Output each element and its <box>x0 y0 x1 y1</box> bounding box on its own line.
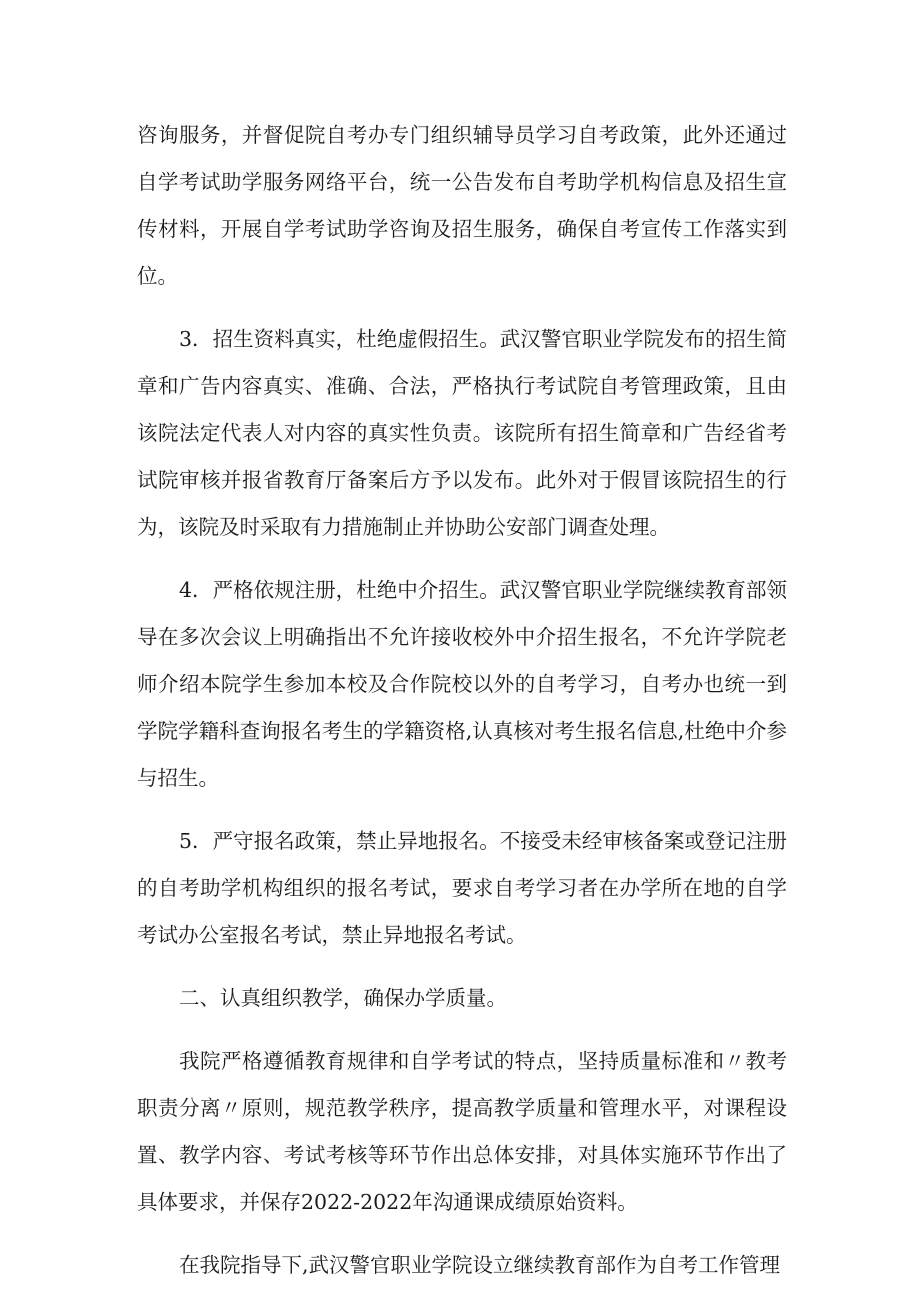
paragraph-teaching-standards: 我院严格遵循教育规律和自学考试的特点，坚持质量标准和〃教考职责分离〃原则，规范教学秩序，提高教学质量和管理水平，对课程设置、教学内容、考试考核等环节作出总体安排，对具体实施环节作出了具体要求，并保存2022-2022年沟通课成绩原始资料。 <box>137 1049 787 1214</box>
document-body <box>137 112 787 1289</box>
paragraph-publicity-continued: 咨询服务，并督促院自考办专门组织辅导员学习自考政策，此外还通过自学考试助学服务网络平台，统一公告发布自考助学机构信息及招生宣传材料，开展自学考试助学咨询及招生服务，确保自考宣传工作落实到位。 <box>137 123 787 288</box>
section-heading-teaching-quality: 二、认真组织教学，确保办学质量。 <box>179 986 507 1010</box>
paragraph-item-4-registration: 4．严格依规注册，杜绝中介招生。武汉警官职业学院继续教育部领导在多次会议上明确指出不允许接收校外中介招生报名，不允许学院老师介绍本院学生参加本校及合作院校以外的自考学习，自考办也统一到学院学籍科查询报名考生的学籍资格,认真核对考生报名信息,杜绝中介参与招生。 <box>137 578 787 790</box>
paragraph-item-3-recruitment-materials: 3．招生资料真实，杜绝虚假招生。武汉警官职业学院发布的招生简章和广告内容真实、准确、合法，严格执行考试院自考管理政策，且由该院法定代表人对内容的真实性负责。该院所有招生简章和广告经省考试院审核并报省教育厅备案后方予以发布。此外对于假冒该院招生的行为，该院及时采取有力措施制止并协助公安部门调查处理。 <box>137 327 787 539</box>
paragraph-item-5-enrollment-policy: 5．严守报名政策，禁止异地报名。不接受未经审核备案或登记注册的自考助学机构组织的报名考试，要求自考学习者在办学所在地的自学考试办公室报名考试，禁止异地报名考试。 <box>137 829 787 947</box>
paragraph-guidance-continued: 在我院指导下,武汉警官职业学院设立继续教育部作为自考工作管理 <box>179 1253 781 1277</box>
